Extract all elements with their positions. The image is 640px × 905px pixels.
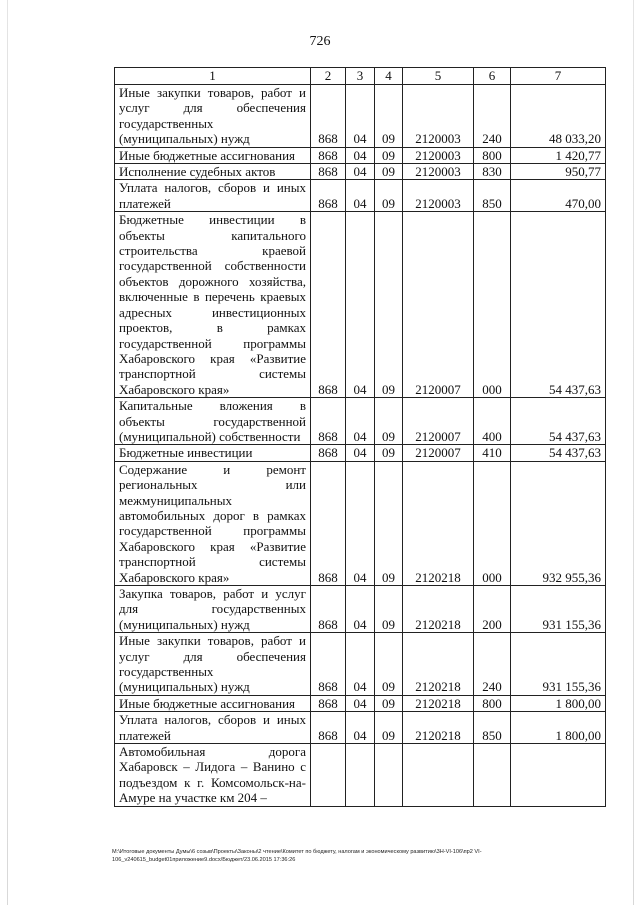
cell-amount: 1 800,00	[511, 695, 606, 711]
cell-amount: 1 420,77	[511, 147, 606, 163]
table-row	[115, 164, 606, 180]
cell-section: 04	[346, 461, 375, 585]
cell-target-article: 2120003	[403, 147, 474, 163]
cell-expense-type: 410	[474, 445, 511, 461]
table-row	[115, 744, 606, 807]
cell-ministry-code: 868	[311, 586, 346, 633]
cell-subsection: 09	[375, 212, 403, 398]
cell-amount: 931 155,36	[511, 633, 606, 696]
file-path-footer	[112, 848, 612, 864]
column-header: 3	[346, 68, 375, 85]
table-row	[115, 147, 606, 163]
cell-amount: 54 437,63	[511, 445, 606, 461]
table-row	[115, 398, 606, 445]
cell-ministry-code: 868	[311, 633, 346, 696]
cell-section: 04	[346, 147, 375, 163]
cell-ministry-code: 868	[311, 212, 346, 398]
cell-target-article: 2120218	[403, 695, 474, 711]
cell-section: 04	[346, 712, 375, 744]
cell-section: 04	[346, 164, 375, 180]
cell-subsection: 09	[375, 147, 403, 163]
cell-expense-type: 850	[474, 712, 511, 744]
cell-amount: 931 155,36	[511, 586, 606, 633]
scan-edge-left	[7, 0, 8, 905]
cell-amount: 54 437,63	[511, 398, 606, 445]
cell-section	[346, 744, 375, 807]
cell-subsection: 09	[375, 445, 403, 461]
cell-section: 04	[346, 212, 375, 398]
table-header-row	[115, 68, 606, 85]
cell-amount	[511, 744, 606, 807]
cell-description: Уплата налогов, сборов и иных платежей	[115, 712, 311, 744]
cell-subsection	[375, 744, 403, 807]
cell-description: Иные закупки товаров, работ и услуг для обеспечения государственных (муниципальных) нужд	[115, 85, 311, 148]
footer-line-2: 106_v240615_budget01приложение9.docx/Бюджет/23.06.2015 17:36:26	[112, 857, 296, 863]
cell-description: Иные закупки товаров, работ и услуг для обеспечения государственных (муниципальных) нужд	[115, 633, 311, 696]
cell-ministry-code: 868	[311, 180, 346, 212]
cell-expense-type: 240	[474, 85, 511, 148]
cell-expense-type: 000	[474, 212, 511, 398]
cell-expense-type: 240	[474, 633, 511, 696]
column-header: 1	[115, 68, 311, 85]
cell-subsection: 09	[375, 712, 403, 744]
table-row	[115, 633, 606, 696]
cell-target-article: 2120007	[403, 445, 474, 461]
cell-ministry-code: 868	[311, 461, 346, 585]
table-row	[115, 445, 606, 461]
cell-expense-type: 850	[474, 180, 511, 212]
budget-table	[114, 67, 606, 807]
column-header: 7	[511, 68, 606, 85]
table-row	[115, 85, 606, 148]
column-header: 5	[403, 68, 474, 85]
column-header: 6	[474, 68, 511, 85]
footer-line-1: M:\Итоговые документы Думы\6 созыв\Проекты\Законы\2 чтение\Комитет по бюджету, налогам и экономическому развитию\3Н-VI-106\пр2 VI-	[112, 849, 482, 855]
table-row	[115, 180, 606, 212]
cell-expense-type	[474, 744, 511, 807]
table-row	[115, 712, 606, 744]
cell-target-article: 2120007	[403, 398, 474, 445]
table-row	[115, 461, 606, 585]
cell-description: Бюджетные инвестиции в объекты капитального строительства краевой государственной собственности объектов дорожного хозяйства, включенные в перечень краевых адресных инвестиционных проектов, в рамках государственной программы Хабаровского края «Развитие транспортной системы Хабаровского края»	[115, 212, 311, 398]
cell-expense-type: 800	[474, 695, 511, 711]
cell-subsection: 09	[375, 180, 403, 212]
cell-target-article: 2120003	[403, 85, 474, 148]
cell-amount: 1 800,00	[511, 712, 606, 744]
cell-ministry-code: 868	[311, 147, 346, 163]
cell-ministry-code: 868	[311, 712, 346, 744]
cell-target-article	[403, 744, 474, 807]
cell-description: Содержание и ремонт региональных или межмуниципальных автомобильных дорог в рамках государственной программы Хабаровского края «Развитие транспортной системы Хабаровского края»	[115, 461, 311, 585]
cell-description: Иные бюджетные ассигнования	[115, 147, 311, 163]
cell-description: Иные бюджетные ассигнования	[115, 695, 311, 711]
cell-expense-type: 000	[474, 461, 511, 585]
cell-target-article: 2120218	[403, 586, 474, 633]
page-number: 726	[309, 34, 331, 49]
table-row	[115, 212, 606, 398]
cell-section: 04	[346, 85, 375, 148]
cell-target-article: 2120003	[403, 164, 474, 180]
cell-target-article: 2120218	[403, 712, 474, 744]
cell-section: 04	[346, 180, 375, 212]
cell-description: Автомобильная дорога Хабаровск – Лидога – Ванино с подъездом к г. Комсомольск-на-Амуре на участке км 204 –	[115, 744, 311, 807]
cell-subsection: 09	[375, 586, 403, 633]
cell-ministry-code: 868	[311, 445, 346, 461]
cell-section: 04	[346, 445, 375, 461]
cell-subsection: 09	[375, 85, 403, 148]
cell-target-article: 2120218	[403, 461, 474, 585]
cell-ministry-code	[311, 744, 346, 807]
cell-description: Закупка товаров, работ и услуг для государственных (муниципальных) нужд	[115, 586, 311, 633]
cell-subsection: 09	[375, 633, 403, 696]
cell-subsection: 09	[375, 461, 403, 585]
scan-edge-right	[633, 0, 634, 905]
cell-section: 04	[346, 398, 375, 445]
cell-description: Исполнение судебных актов	[115, 164, 311, 180]
cell-expense-type: 800	[474, 147, 511, 163]
cell-amount: 950,77	[511, 164, 606, 180]
cell-section: 04	[346, 633, 375, 696]
cell-section: 04	[346, 586, 375, 633]
cell-ministry-code: 868	[311, 695, 346, 711]
cell-description: Уплата налогов, сборов и иных платежей	[115, 180, 311, 212]
cell-amount: 48 033,20	[511, 85, 606, 148]
cell-expense-type: 830	[474, 164, 511, 180]
table-row	[115, 695, 606, 711]
cell-subsection: 09	[375, 398, 403, 445]
cell-ministry-code: 868	[311, 164, 346, 180]
cell-target-article: 2120003	[403, 180, 474, 212]
cell-subsection: 09	[375, 164, 403, 180]
table-body	[115, 85, 606, 807]
cell-ministry-code: 868	[311, 85, 346, 148]
cell-target-article: 2120218	[403, 633, 474, 696]
cell-description: Капитальные вложения в объекты государственной (муниципальной) собственности	[115, 398, 311, 445]
cell-expense-type: 200	[474, 586, 511, 633]
cell-amount: 470,00	[511, 180, 606, 212]
column-header: 2	[311, 68, 346, 85]
cell-section: 04	[346, 695, 375, 711]
budget-table-container	[114, 67, 605, 807]
cell-subsection: 09	[375, 695, 403, 711]
table-row	[115, 586, 606, 633]
column-header: 4	[375, 68, 403, 85]
cell-amount: 932 955,36	[511, 461, 606, 585]
cell-target-article: 2120007	[403, 212, 474, 398]
cell-expense-type: 400	[474, 398, 511, 445]
cell-amount: 54 437,63	[511, 212, 606, 398]
cell-ministry-code: 868	[311, 398, 346, 445]
cell-description: Бюджетные инвестиции	[115, 445, 311, 461]
